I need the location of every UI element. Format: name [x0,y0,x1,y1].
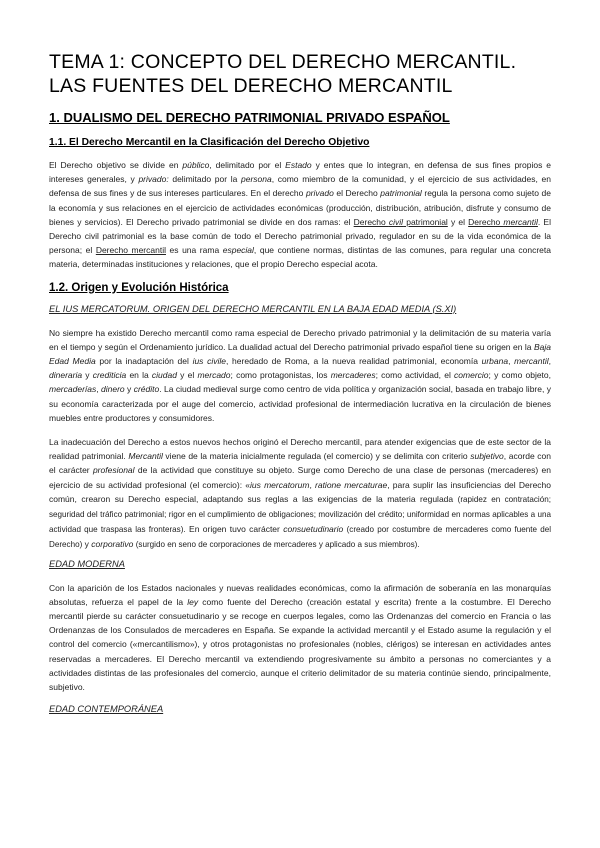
page-title [49,50,551,98]
paragraph-origen: No siempre ha existido Derecho mercantil como rama especial de Derecho privado patrimonial y la delimitación de su materia varía en el tiempo y según el Ordenamiento jurídico. La dualidad actual del Derecho patrimonial privado español tiene su origen en la Baja Edad Media por la inadaptación del ius civile, heredado de Roma, a la nueva realidad patrimonial, economía urbana, mercantil, dineraria y crediticia en la ciudad y el mercado; como protagonistas, los mercaderes; como actividad, el comercio; y como objeto, mercaderías, dinero y crédito. La ciudad medieval surge como centro de vida política y organización social, basada en trabajo libre, y su economía caracterizada por el auge del comercio, actividad profesional de intermediación lucrativa en la circulación de bienes muebles entre productores y consumidores. [49,327,552,423]
title-line-1: TEMA 1: CONCEPTO DEL DERECHO MERCANTIL. [49,51,517,73]
paragraph-inadecuacion: La inadecuación del Derecho a estos nuevos hechos originó el Derecho mercantil, para atender exigencias que de este sector de la realidad patrimonial. Mercantil viene de la materia inicialmente regulada (el comercio) y se delimita con criterio subjetivo, acorde con el carácter profesional de la actividad que constituye su objeto. Surge como Derecho de una clase de personas (mercaderes) en ejercicio de su actividad profesional (el comercio): «ius mercatorum, ratione mercaturae, para suplir las insuficiencias del Derecho común, crearon su Derecho especial, adaptando sus reglas a las exigencias de la materia regulada (rapidez en contratación; seguridad del tráfico patrimonial; rigor en el cumplimiento de obligaciones; movilización del crédito; uniformidad en normas aplicables a una actividad que traspasa las fronteras). En origen tuvo carácter consuetudinario (creado por costumbre de mercaderes como fuente del Derecho) y corporativo (surgido en seno de corporaciones de mercaderes y aplicado a sus miembros). [49,437,552,550]
section-heading-dualismo: 1. DUALISMO DEL DERECHO PATRIMONIAL PRIVADO ESPAÑOL [49,110,450,125]
title-line-2: LAS FUENTES DEL DERECHO MERCANTIL [49,75,453,97]
paragraph-derecho-objetivo: El Derecho objetivo se divide en público, delimitado por el Estado y entes que lo integran, en defensa de sus fines propios e intereses generales, y privado: delimitado por la persona, como miembro de la comunidad, y el ejercicio de sus actividades, en defensa de sus fines y de sus intereses particulares. En el derecho privado el Derecho patrimonial regula la persona como sujeto de la economía y sus relaciones en el ejercicio de actividades económicas (producción, distribución, atribución, disfrute y consumo de bienes y servicios). El Derecho privado patrimonial se divide en dos ramas: el Derecho civil patrimonial y el Derecho mercantil. El Derecho civil patrimonial es la base común de todo el Derecho patrimonial privado, regulador en su de la vida económica de la persona; el Derecho mercantil es una rama especial, que contiene normas, distintas de las comunes, para regular una concreta materia, determinadas instituciones y relaciones, que el propio Derecho especial acota. [49,160,552,270]
paragraph-edad-moderna: Con la aparición de los Estados nacionales y nuevas realidades económicas, como la afirmación de soberanía en las monarquías absolutas, refuerza el papel de la ley como fuente del Derecho (creación estatal y escrita) frente a la costumbre. El Derecho mercantil pierde su carácter consuetudinario y se recoge en cuerpos legales, como las Ordenanzas del comercio en Francia o las Ordenanzas de los Consulados de mercaderes en España. Se expande la actividad mercantil y el Estado asume la regulación y el control del comercio («mercantilismo»), y otros protagonistas no profesionales (nobles, clérigos) se interesan en actividades antes reservadas a mercaderes. El Derecho mercantil va extendiendo progresivamente su ámbito a personas no comerciantes y a actividades distintas de las profesionales del comercio, aunque el criterio delimitador de su materia continúe siendo, principalmente, subjetivo. [49,582,551,693]
heading-edad-contemporanea: EDAD CONTEMPORÁNEA [49,704,164,715]
subsection-heading-origen: 1.2. Origen y Evolución Histórica [49,281,229,294]
heading-ius-mercatorum: EL IUS MERCATORUM. ORIGEN DEL DERECHO MERCANTIL EN LA BAJA EDAD MEDIA (S.XI) [49,303,457,314]
heading-edad-moderna: EDAD MODERNA [49,558,125,569]
subsection-heading-clasificacion: 1.1. El Derecho Mercantil en la Clasificación del Derecho Objetivo [49,137,370,148]
